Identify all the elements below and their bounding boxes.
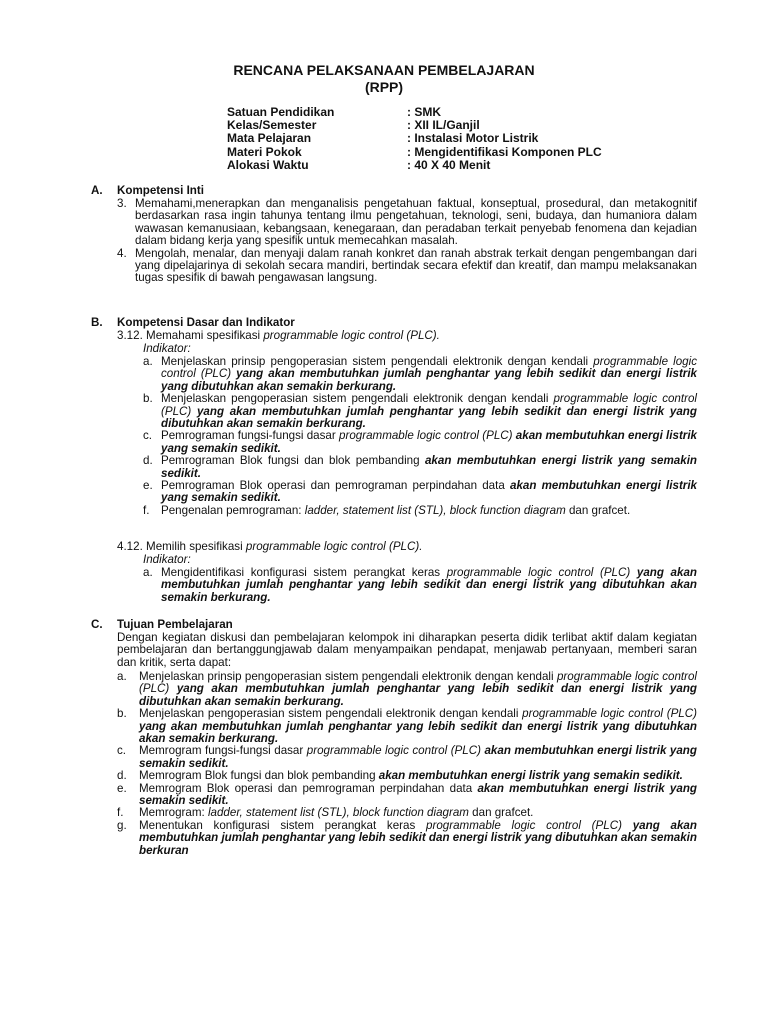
item-text bbox=[161, 505, 697, 517]
item-italic: ladder, statement list (STL), block function diagram bbox=[304, 503, 566, 517]
identity-row bbox=[227, 146, 602, 159]
list-item bbox=[143, 356, 697, 393]
item-bold-italic: akan membutuhkan energi listrik yang semakin sedikit. bbox=[378, 769, 683, 783]
item-italic: programmable logic control (PLC) bbox=[161, 355, 697, 381]
item-letter: d. bbox=[143, 454, 153, 468]
item-plain: Menjelaskan pengoperasian sistem pengendali elektronik dengan kendali bbox=[139, 707, 519, 721]
item-text bbox=[139, 745, 697, 770]
list-item bbox=[117, 745, 697, 770]
list-item bbox=[117, 248, 697, 285]
item-letter: b. bbox=[117, 707, 127, 721]
kompetensi-inti-list bbox=[117, 198, 697, 285]
list-item bbox=[117, 820, 697, 857]
item-bold-italic: yang akan membutuhkan jumlah penghantar yang lebih sedikit dan energi listrik yang dibutuhkan akan semakin berkurang. bbox=[139, 682, 697, 708]
item-italic: programmable logic control (PLC) bbox=[446, 566, 631, 579]
indikator-list-2 bbox=[143, 567, 697, 604]
kd-number: 4.12. bbox=[117, 540, 143, 553]
item-plain: Pemrograman fungsi-fungsi dasar bbox=[161, 429, 336, 443]
list-item bbox=[143, 567, 697, 604]
identity-row bbox=[227, 159, 602, 172]
indikator-label: Indikator: bbox=[143, 342, 191, 355]
list-item bbox=[143, 455, 697, 480]
doc-subtitle: (RPP) bbox=[364, 79, 404, 95]
list-item bbox=[143, 480, 697, 505]
item-letter: f. bbox=[143, 503, 150, 517]
identity-label: Alokasi Waktu bbox=[227, 157, 309, 172]
section-title: Kompetensi Inti bbox=[117, 184, 204, 197]
item-text bbox=[139, 671, 697, 708]
item-text bbox=[161, 430, 697, 455]
item-text bbox=[161, 480, 697, 505]
item-plain: dan grafcet. bbox=[472, 806, 534, 820]
item-italic: programmable logic control (PLC) bbox=[339, 429, 513, 443]
item-text: Memahami,menerapkan dan menganalisis pengetahuan faktual, konseptual, prosedural, dan metakognitif berdasarkan rasa ingin tahunya tentang ilmu pengetahuan, teknologi, seni, budaya, dan humaniora dalam wawasan kemanusiaan, kebangsaan, kenegaraan, dan peradaban terkait penyebab fenomena dan kejadian dalam bidang kerja yang spesifik untuk memecahkan masalah. bbox=[135, 197, 697, 248]
item-plain: Menjelaskan pengoperasian sistem pengendali elektronik dengan kendali bbox=[161, 392, 549, 406]
identity-value: : Instalasi Motor Listrik bbox=[407, 131, 539, 146]
item-plain: Mengidentifikasi konfigurasi sistem perangkat keras bbox=[161, 566, 441, 579]
section-c-heading bbox=[91, 619, 233, 631]
list-item bbox=[143, 430, 697, 455]
item-italic: programmable logic control (PLC) bbox=[306, 744, 481, 758]
list-item bbox=[117, 783, 697, 808]
identity-label: Satuan Pendidikan bbox=[227, 105, 335, 119]
item-plain: Menjelaskan prinsip pengoperasian sistem pengendali elektronik dengan kendali bbox=[161, 355, 589, 368]
item-bold-italic: akan membutuhkan energi listrik yang semakin sedikit. bbox=[161, 454, 697, 480]
item-text bbox=[161, 356, 697, 393]
identity-row bbox=[227, 132, 602, 145]
kd-text: Memilih spesifikasi bbox=[146, 540, 243, 553]
item-bold-italic: yang akan membutuhkan jumlah penghantar yang lebih sedikit dan energi listrik yang dibutuhkan akan semakin berkurang. bbox=[161, 367, 697, 393]
kd-3-12 bbox=[117, 330, 697, 342]
item-text bbox=[139, 708, 697, 745]
indikator-list-1 bbox=[143, 356, 697, 517]
kd-4-12 bbox=[117, 541, 697, 553]
kd-italic: programmable logic control (PLC). bbox=[245, 540, 423, 553]
item-bold-italic: akan membutuhkan energi listrik yang semakin sedikit. bbox=[161, 429, 697, 455]
item-letter: d. bbox=[117, 769, 127, 783]
list-item bbox=[117, 708, 697, 745]
item-italic: programmable logic control (PLC) bbox=[139, 670, 697, 696]
doc-title: RENCANA PELAKSANAAN PEMBELAJARAN bbox=[233, 62, 535, 78]
kd-italic: programmable logic control (PLC). bbox=[263, 329, 440, 342]
item-plain: Memrogram Blok fungsi dan blok pembanding bbox=[139, 769, 376, 783]
item-bold-italic: akan membutuhkan energi listrik yang semakin sedikit. bbox=[139, 744, 697, 770]
item-letter: a. bbox=[143, 566, 153, 579]
item-number: 4. bbox=[117, 246, 127, 260]
item-italic: programmable logic control (PLC) bbox=[161, 392, 697, 418]
item-plain: Pengenalan pemrograman: bbox=[161, 503, 302, 517]
item-letter: a. bbox=[117, 670, 127, 683]
identity-table bbox=[227, 106, 602, 172]
item-plain: Pemrograman Blok operasi dan pemrograman perpindahan data bbox=[161, 479, 505, 493]
item-letter: b. bbox=[143, 392, 153, 406]
item-bold-italic: akan membutuhkan energi listrik yang semakin sedikit. bbox=[161, 479, 697, 505]
tujuan-list bbox=[117, 671, 697, 857]
item-number: 3. bbox=[117, 197, 127, 210]
identity-value: : SMK bbox=[407, 105, 441, 119]
indikator-label: Indikator: bbox=[143, 553, 191, 566]
kd-number: 3.12. bbox=[117, 329, 143, 342]
item-bold-italic: yang akan membutuhkan jumlah penghantar yang lebih sedikit dan energi listrik yang dibutuhkan akan semakin berkurang. bbox=[161, 566, 697, 604]
item-italic: programmable logic control (PLC) bbox=[426, 818, 622, 832]
section-title: Kompetensi Dasar dan Indikator bbox=[117, 316, 295, 329]
item-italic: programmable logic control (PLC) bbox=[522, 707, 697, 721]
section-letter: B. bbox=[91, 316, 103, 329]
item-italic: ladder, statement list (STL), block function diagram bbox=[207, 806, 469, 820]
identity-value: : XII IL/Ganjil bbox=[407, 118, 480, 133]
item-plain: Memrogram fungsi-fungsi dasar bbox=[139, 744, 304, 758]
list-item bbox=[143, 505, 697, 517]
item-text bbox=[161, 393, 697, 430]
item-letter: c. bbox=[117, 744, 127, 758]
item-letter: e. bbox=[143, 479, 153, 493]
tujuan-intro: Dengan kegiatan diskusi dan pembelajaran kelompok ini diharapkan peserta didik terlibat aktif dalam kegiatan pembelajaran dan bertanggungjawab dalam menyampaikan pendapat, menjawab pertanyaan, memberi saran dan kritik, serta dapat: bbox=[117, 631, 697, 669]
identity-label: Mata Pelajaran bbox=[227, 131, 312, 146]
identity-label: Kelas/Semester bbox=[227, 118, 317, 133]
identity-value: : Mengidentifikasi Komponen PLC bbox=[407, 144, 602, 159]
item-text bbox=[161, 455, 697, 480]
item-plain: dan grafcet. bbox=[568, 503, 631, 517]
section-b-heading bbox=[91, 317, 295, 329]
item-text bbox=[161, 567, 697, 604]
item-letter: c. bbox=[143, 429, 153, 443]
item-letter: e. bbox=[117, 781, 127, 795]
item-plain: Menentukan konfigurasi sistem perangkat keras bbox=[139, 818, 416, 832]
list-item bbox=[143, 393, 697, 430]
item-plain: Menjelaskan prinsip pengoperasian sistem pengendali elektronik dengan kendali bbox=[139, 670, 554, 683]
identity-value: : 40 X 40 Menit bbox=[407, 157, 491, 172]
section-a-heading bbox=[91, 185, 204, 197]
item-letter: f. bbox=[117, 806, 124, 820]
item-plain: Memrogram: bbox=[139, 806, 205, 820]
item-text bbox=[139, 820, 697, 857]
item-bold-italic: akan membutuhkan energi listrik yang semakin sedikit. bbox=[139, 781, 697, 808]
section-letter: A. bbox=[91, 184, 103, 197]
item-text: Mengolah, menalar, dan menyaji dalam ranah konkret dan ranah abstrak terkait dengan pengembangan dari yang dipelajarinya di sekolah secara mandiri, bertindak secara efektif dan kreatif, dan mampu melaksanakan tugas spesifik di bawah pengawasan langsung. bbox=[135, 246, 697, 285]
item-plain: Memrogram Blok operasi dan pemrograman perpindahan data bbox=[139, 781, 473, 795]
section-title: Tujuan Pembelajaran bbox=[117, 618, 233, 631]
item-bold-italic: yang akan membutuhkan jumlah penghantar yang lebih sedikit dan energi listrik yang dibutuhkan akan semakin berkurang. bbox=[139, 719, 697, 746]
item-bold-italic: yang akan membutuhkan jumlah penghantar yang lebih sedikit dan energi listrik yang dibutuhkan akan semakin berkurang. bbox=[161, 404, 697, 431]
item-text bbox=[139, 783, 697, 808]
list-item bbox=[117, 198, 697, 248]
item-letter: g. bbox=[117, 818, 127, 832]
item-letter: a. bbox=[143, 355, 153, 368]
item-plain: Pemrograman Blok fungsi dan blok pembanding bbox=[161, 454, 420, 468]
identity-label: Materi Pokok bbox=[227, 144, 302, 159]
item-bold-italic: yang akan membutuhkan jumlah penghantar yang lebih sedikit dan energi listrik yang dibutuhkan akan semakin berkuran bbox=[139, 818, 697, 857]
list-item bbox=[117, 671, 697, 708]
section-letter: C. bbox=[91, 618, 103, 631]
kd-text: Memahami spesifikasi bbox=[146, 329, 261, 342]
